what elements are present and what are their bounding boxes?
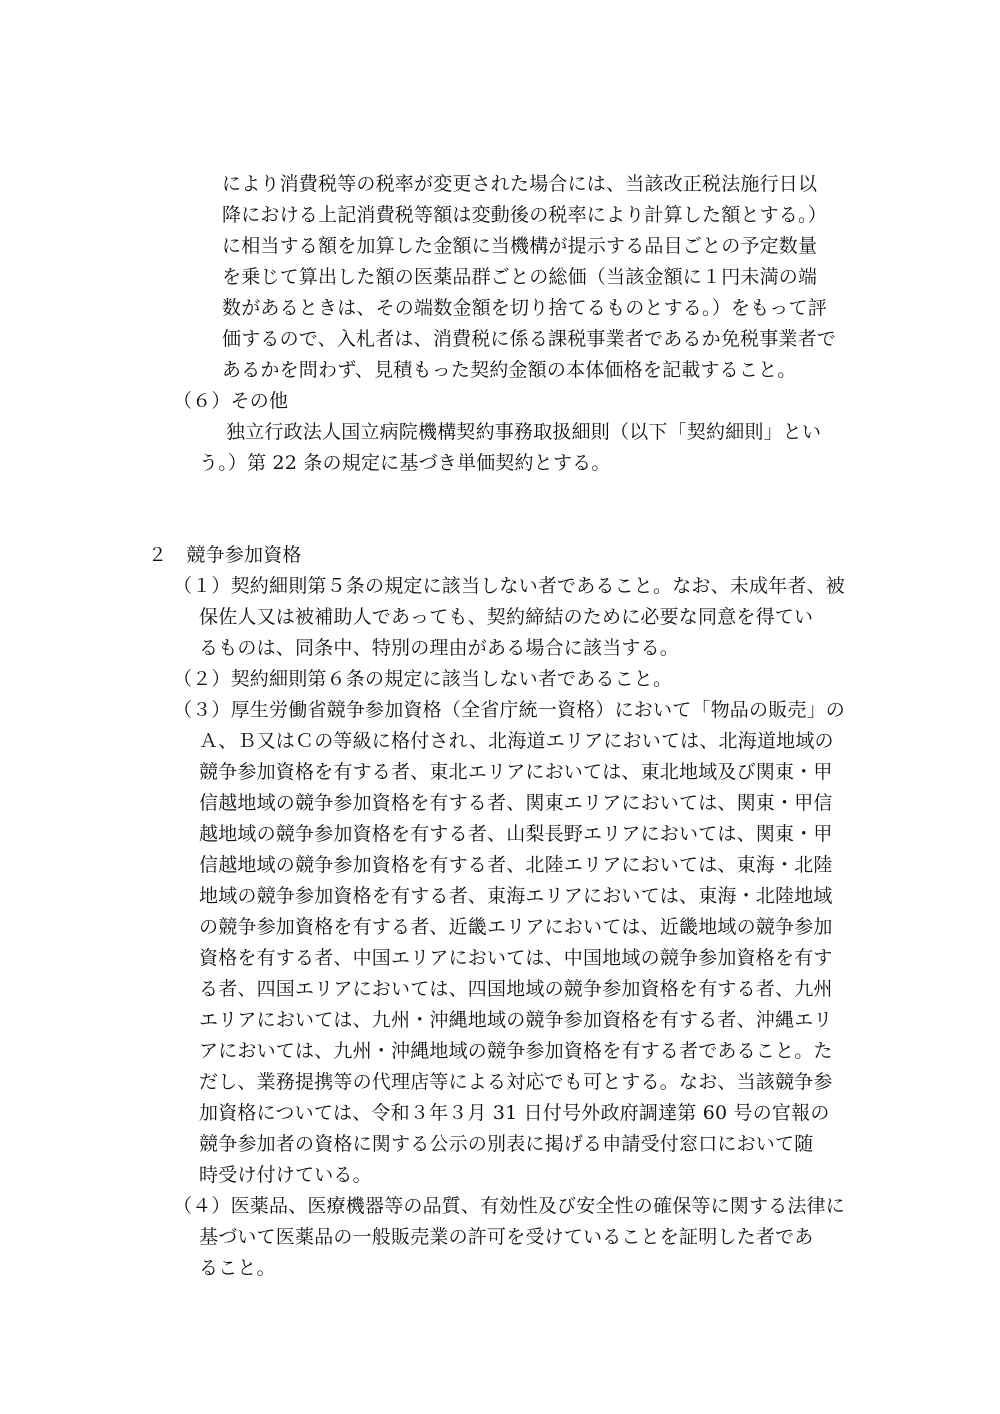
item-4-line: 基づいて医薬品の一般販売業の許可を受けていることを証明した者であ xyxy=(199,1226,814,1248)
item-3-line: 信越地域の競争参加資格を有する者、北陸エリアにおいては、東海・北陸 xyxy=(199,854,833,876)
item-2-line: （２）契約細則第６条の規定に該当しない者であること。 xyxy=(173,668,673,690)
item-6-heading: （６）その他 xyxy=(173,390,289,412)
item-3-line: 地域の競争参加資格を有する者、東海エリアにおいては、東海・北陸地域 xyxy=(199,885,833,907)
body-line: あるかを問わず、見積もった契約金額の本体価格を記載すること。 xyxy=(222,359,797,381)
body-line: う。）第 22 条の規定に基づき単価契約とする。 xyxy=(199,452,611,474)
item-3-line: 加資格については、令和３年３月 31 日付号外政府調達第 60 号の官報の xyxy=(199,1102,830,1124)
item-3-line: 時受け付けている。 xyxy=(199,1164,372,1186)
item-3-line: 資格を有する者、中国エリアにおいては、中国地域の競争参加資格を有す xyxy=(199,947,833,969)
item-3-line: アにおいては、九州・沖縄地域の競争参加資格を有する者であること。た xyxy=(199,1040,833,1062)
item-3-line: 競争参加資格を有する者、東北エリアにおいては、東北地域及び関東・甲 xyxy=(199,761,833,783)
section-2-heading: ２ 競争参加資格 xyxy=(148,544,302,566)
item-3-line: 越地域の競争参加資格を有する者、山梨長野エリアにおいては、関東・甲 xyxy=(199,823,833,845)
item-3-line: エリアにおいては、九州・沖縄地域の競争参加資格を有する者、沖縄エリ xyxy=(199,1009,833,1031)
item-1-line: （１）契約細則第５条の規定に該当しない者であること。なお、未成年者、被 xyxy=(173,575,846,597)
item-3-line: の競争参加資格を有する者、近畿エリアにおいては、近畿地域の競争参加 xyxy=(199,916,833,938)
body-line: に相当する額を加算した金額に当機構が提示する品目ごとの予定数量 xyxy=(222,235,818,257)
item-1-line: 保佐人又は被補助人であっても、契約締結のために必要な同意を得てい xyxy=(199,606,814,628)
body-line: により消費税等の税率が変更された場合には、当該改正税法施行日以 xyxy=(222,173,818,195)
item-1-line: るものは、同条中、特別の理由がある場合に該当する。 xyxy=(199,637,680,659)
body-line: 価するので、入札者は、消費税に係る課税事業者であるか免税事業者で xyxy=(222,328,837,350)
item-4-line: （４）医薬品、医療機器等の品質、有効性及び安全性の確保等に関する法律に xyxy=(173,1195,846,1217)
item-3-line: だし、業務提携等の代理店等による対応でも可とする。なお、当該競争参 xyxy=(199,1071,833,1093)
item-3-line: 競争参加者の資格に関する公示の別表に掲げる申請受付窓口において随 xyxy=(199,1133,814,1155)
item-3-line: る者、四国エリアにおいては、四国地域の競争参加資格を有する者、九州 xyxy=(199,978,833,1000)
item-3-line: Ａ、Ｂ又はＣの等級に格付され、北海道エリアにおいては、北海道地域の xyxy=(199,730,834,752)
item-3-line: （３）厚生労働省競争参加資格（全省庁統一資格）において「物品の販売」の xyxy=(173,699,846,721)
item-4-line: ること。 xyxy=(199,1257,276,1279)
item-3-line: 信越地域の競争参加資格を有する者、関東エリアにおいては、関東・甲信 xyxy=(199,792,833,814)
body-line: 独立行政法人国立病院機構契約事務取扱細則（以下「契約細則」とい xyxy=(226,421,822,443)
body-line: 数があるときは、その端数金額を切り捨てるものとする。）をもって評 xyxy=(222,297,827,319)
body-line: を乗じて算出した額の医薬品群ごとの総価（当該金額に１円未満の端 xyxy=(222,266,818,288)
body-line: 降における上記消費税等額は変動後の税率により計算した額とする。） xyxy=(222,204,827,226)
